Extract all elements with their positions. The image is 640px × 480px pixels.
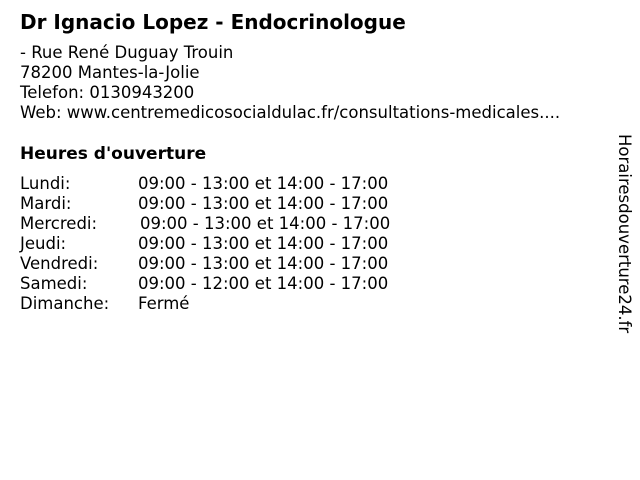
website-link[interactable]: Web: www.centremedicosocialdulac.fr/consultations-medicales.... [20,103,561,122]
time-value: 09:00 - 12:00 et 14:00 - 17:00 [138,274,389,293]
street-address: - Rue René Duguay Trouin [20,43,234,62]
city: 78200 Mantes-la-Jolie [20,63,200,82]
time-value: 09:00 - 13:00 et 14:00 - 17:00 [138,174,389,193]
time-value: 09:00 - 13:00 et 14:00 - 17:00 [138,194,389,213]
day-label: Samedi: [20,274,88,293]
time-value: 09:00 - 13:00 et 14:00 - 17:00 [140,214,391,233]
day-label: Dimanche: [20,294,110,313]
day-label: Mercredi: [20,214,98,233]
day-label: Jeudi: [20,234,67,253]
day-label: Lundi: [20,174,71,193]
contact-info [20,43,560,123]
time-value: Fermé [138,294,190,313]
page-title: Dr Ignacio Lopez - Endocrinologue [20,10,406,34]
time-value: 09:00 - 13:00 et 14:00 - 17:00 [138,254,389,273]
site-watermark: Horairesdouverture24.fr [615,134,634,334]
time-value: 09:00 - 13:00 et 14:00 - 17:00 [138,234,389,253]
day-label: Mardi: [20,194,72,213]
phone-number[interactable]: Telefon: 0130943200 [20,83,195,102]
hours-heading: Heures d'ouverture [20,144,207,164]
day-label: Vendredi: [20,254,99,273]
